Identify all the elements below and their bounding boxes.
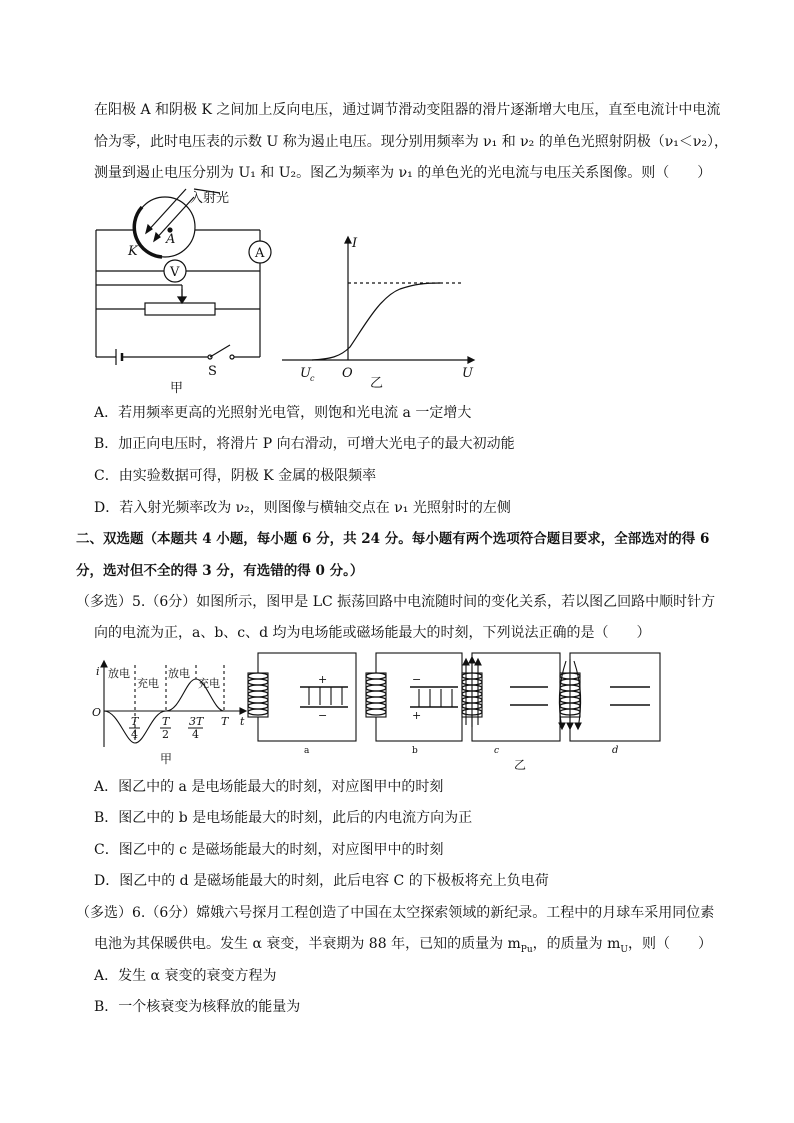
q6-line-2-part-c: ，则（ ） [627,936,712,952]
circuit-diagram [96,189,271,365]
rheostat [145,303,215,315]
a-minus: − [318,709,328,722]
uc-label: U [300,366,311,381]
circuit-b-label: b [412,746,418,756]
fig2-yi-label: 乙 [514,758,527,770]
fig-yi-label: 乙 [370,376,384,391]
fig-jia-label: 甲 [170,381,184,395]
uc-subscript: c [310,374,315,383]
iu-curve [312,283,440,360]
q5-option-a: A．图乙中的 a 是电场能最大的时刻，对应图甲中的时刻 [94,779,444,795]
b-minus: − [412,673,422,686]
q6-sub-u: U [620,944,628,955]
q6-sub-pu: Pu [520,944,533,955]
circuit-a [248,653,356,741]
section-2-line-2: 分，选对但不全的得 3 分，有选错的得 0 分。） [76,563,364,579]
b-plus: + [412,709,422,722]
slider-p [178,297,186,303]
i-label: i [96,665,100,678]
tick-t2-den: 2 [162,728,169,741]
q6-line-1: （多选）6.（6分）嫦娥六号探月工程创造了中国在太空探索领域的新纪录。工程中的月球车采用同位素 [76,905,715,921]
lc-oscillation-figure [90,645,670,770]
discharge-label-2: 放电 [168,667,190,680]
u-axis-label: U [462,366,473,381]
q4-option-d: D．若入射光频率改为 ν₂，则图像与横轴交点在 ν₁ 光照射时的左侧 [94,500,511,516]
circuit-d-label: d [612,745,619,756]
q6-line-2-part-a: 电池为其保暖供电。发生 α 衰变，半衰期为 88 年，已知的质量为 m [94,936,521,952]
q6-option-a: A．发生 α 衰变的衰变方程为 [94,968,277,984]
circuit-c [462,653,560,741]
circuit-d [559,653,660,741]
circuit-a-label: a [304,746,310,756]
ammeter-label: A [255,246,265,261]
tick-t4-num: T [131,715,139,728]
intro-line-2: 恰为零，此时电压表的示数 U 称为遏止电压。现分别用频率为 ν₁ 和 ν₂ 的单色光照射阴极（ν₁＜ν₂）， [94,134,728,150]
q5-option-d: D．图乙中的 d 是磁场能最大的时刻，此后电容 C 的下极板将充上负电荷 [94,873,549,889]
fig2-jia-label: 甲 [160,752,173,766]
q4-option-a: A．若用频率更高的光照射光电管，则饱和光电流 a 一定增大 [94,405,472,421]
a-label: A [166,232,176,247]
section-2-line-1: 二、双选题（本题共 4 小题，每小题 6 分，共 24 分。每小题有两个选项符合题目要求，全部选对的得 6 [76,531,710,547]
tick-3t4-den: 4 [192,728,199,741]
photoelectric-figure [90,185,480,395]
ray-arrow-1 [146,225,152,233]
charge-label-2: 充电 [198,677,220,690]
switch-blade [210,345,230,357]
origin-label: O [342,366,353,381]
incident-ray-1 [146,189,186,233]
k-label: K [128,244,138,259]
circuit-b [366,653,462,741]
discharge-label-1: 放电 [108,667,130,680]
q6-line-2-part-b: ，的质量为 m [532,936,621,952]
q6-option-b: B．一个核衰变为核释放的能量为 [94,999,301,1015]
a-plus: + [318,673,328,686]
o-label: O [92,706,102,719]
ray-arrow-2 [154,233,160,241]
tick-t4-den: 4 [131,728,138,741]
incident-light-label: 入射光 [190,191,230,206]
voltmeter-label: V [170,265,180,280]
q4-option-c: C．由实验数据可得，阴极 K 金属的极限频率 [94,468,377,484]
q5-line-1: （多选）5.（6分）如图所示，图甲是 LC 振荡回路中电流随时间的变化关系，若以图乙回路中顺时针方 [76,594,716,610]
tick-t: T [221,715,229,728]
q6-line-2 [94,935,712,959]
q5-line-2: 向的电流为正，a、b、c、d 均为电场能或磁场能最大的时刻，下列说法正确的是（ ） [94,625,651,641]
circuit-c-label: c [494,746,500,756]
q4-option-b: B．加正向电压时，将滑片 P 向右滑动，可增大光电子的最大初动能 [94,436,515,452]
tick-t2-num: T [162,715,170,728]
intro-line-1: 在阳极 A 和阴极 K 之间加上反向电压，通过调节滑动变阻器的滑片逐渐增大电压，直至电流计中电流 [94,102,721,118]
switch-label: S [208,364,217,379]
t-label: t [240,715,245,728]
q5-option-b: B．图乙中的 b 是电场能最大的时刻，此后的内电流方向为正 [94,810,473,826]
iu-graph [282,237,474,363]
charge-label-1: 充电 [137,677,159,690]
tick-3t4-num: 3T [189,715,204,728]
q5-option-c: C．图乙中的 c 是磁场能最大的时刻，对应图甲中的时刻 [94,842,444,858]
intro-line-3: 测量到遏止电压分别为 U₁ 和 U₂。图乙为频率为 ν₁ 的单色光的光电流与电压关系图像。则（ ） [94,165,712,181]
i-axis-label: I [352,236,358,251]
